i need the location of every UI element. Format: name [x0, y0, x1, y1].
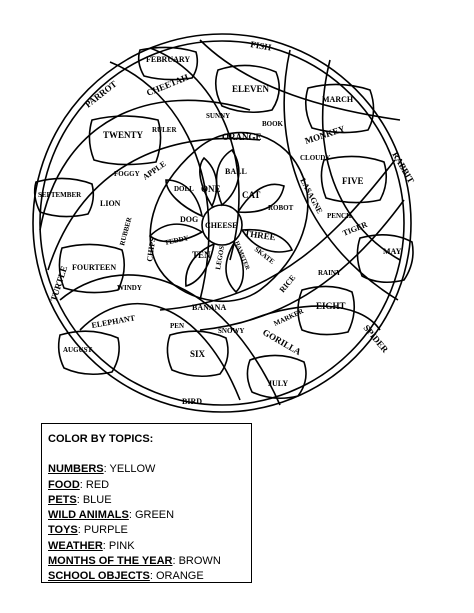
legend-title: COLOR BY TOPICS:	[48, 433, 154, 445]
word-snowy: SNOWY	[218, 327, 245, 335]
word-one: ONE	[201, 184, 221, 194]
word-rubber: RUBBER	[118, 216, 134, 247]
word-turtle: TURTLE	[48, 264, 70, 303]
legend-value: : PINK	[102, 539, 135, 552]
legend-key: SCHOOL OBJECTS	[48, 570, 150, 583]
word-rabbit: RABBIT	[390, 150, 417, 185]
word-september: SEPTEMBER	[38, 191, 82, 199]
word-ball: BALL	[225, 167, 247, 176]
word-pen: PEN	[170, 322, 184, 330]
word-fish: FISH	[249, 39, 273, 53]
word-five: FIVE	[342, 176, 364, 186]
legend-row-months	[48, 554, 245, 569]
word-monkey: MONKEY	[303, 123, 347, 146]
word-robot: ROBOT	[268, 204, 294, 212]
word-spider: SPIDER	[361, 322, 391, 355]
legend-row-numbers	[48, 462, 245, 477]
word-may: MAY	[383, 247, 402, 256]
word-lion: LION	[100, 199, 121, 208]
word-fourteen: FOURTEEN	[72, 263, 117, 272]
word-apple: APPLE	[140, 159, 168, 182]
word-august: AUGUST	[63, 346, 93, 354]
word-six: SIX	[190, 349, 206, 359]
color-legend	[41, 423, 252, 583]
legend-row-weather	[48, 539, 245, 554]
word-pencil: PENCIL	[327, 212, 354, 220]
legend-value: : PURPLE	[77, 524, 128, 537]
legend-value: : BROWN	[172, 555, 221, 568]
legend-value: : RED	[79, 478, 110, 491]
legend-row-food	[48, 478, 245, 493]
word-ruler: RULER	[152, 126, 177, 134]
word-teddy: TEDDY	[163, 234, 190, 247]
word-lasagne: LASAGNE	[298, 176, 325, 216]
word-foggy: FOGGY	[114, 170, 140, 178]
word-skate: SKATE	[252, 245, 276, 266]
word-three: THREE	[243, 228, 277, 243]
word-orange: ORANGE	[222, 132, 262, 142]
word-marker: MARKER	[272, 307, 305, 328]
word-legos: LEGOS	[214, 245, 227, 271]
legend-row-wild-animals	[48, 508, 245, 523]
word-parrot: PARROT	[83, 78, 119, 110]
legend-key: WILD ANIMALS	[48, 509, 129, 522]
legend-key: PETS	[48, 493, 77, 506]
word-book: BOOK	[262, 120, 284, 128]
word-bird: BIRD	[182, 397, 203, 406]
word-chips: CHIPS	[145, 236, 158, 263]
legend-key: NUMBERS	[48, 463, 104, 476]
word-windy: WINDY	[117, 284, 142, 292]
word-february: FEBRUARY	[146, 55, 191, 64]
word-july: JULY	[268, 379, 289, 388]
legend-row-school-objects	[48, 569, 245, 584]
word-ten: TEN	[192, 250, 211, 260]
word-dog: DOG	[180, 215, 199, 224]
legend-key: MONTHS OF THE YEAR	[48, 555, 173, 568]
legend-value: : GREEN	[128, 509, 175, 522]
legend-row-toys	[48, 523, 245, 538]
word-cloudy: CLOUDY	[300, 154, 331, 162]
word-gorilla: GORILLA	[261, 327, 303, 357]
word-rice: RICE	[277, 273, 298, 295]
word-sunny: SUNNY	[206, 112, 231, 120]
word-tiger: TIGER	[341, 219, 369, 238]
word-march: MARCH	[322, 95, 354, 104]
legend-key: TOYS	[48, 524, 78, 537]
legend-row-pets	[48, 493, 245, 508]
word-cheetah: CHEETAH	[145, 71, 190, 98]
word-twenty: TWENTY	[103, 130, 144, 140]
word-rainy: RAINY	[318, 269, 341, 277]
legend-key: FOOD	[48, 478, 80, 491]
legend-value: : BLUE	[76, 493, 112, 506]
word-banana: BANANA	[192, 303, 227, 312]
word-elephant: ELEPHANT	[90, 313, 136, 330]
word-hamster: HAMSTER	[233, 240, 251, 271]
legend-key: WEATHER	[48, 539, 103, 552]
legend-value: : YELLOW	[103, 463, 156, 476]
word-eleven: ELEVEN	[232, 84, 270, 94]
legend-value: : ORANGE	[149, 570, 204, 583]
word-cheese: CHEESE	[205, 221, 238, 230]
word-cat: CAT	[242, 190, 261, 200]
word-eight: EIGHT	[316, 301, 346, 311]
word-doll: DOLL	[174, 185, 194, 193]
